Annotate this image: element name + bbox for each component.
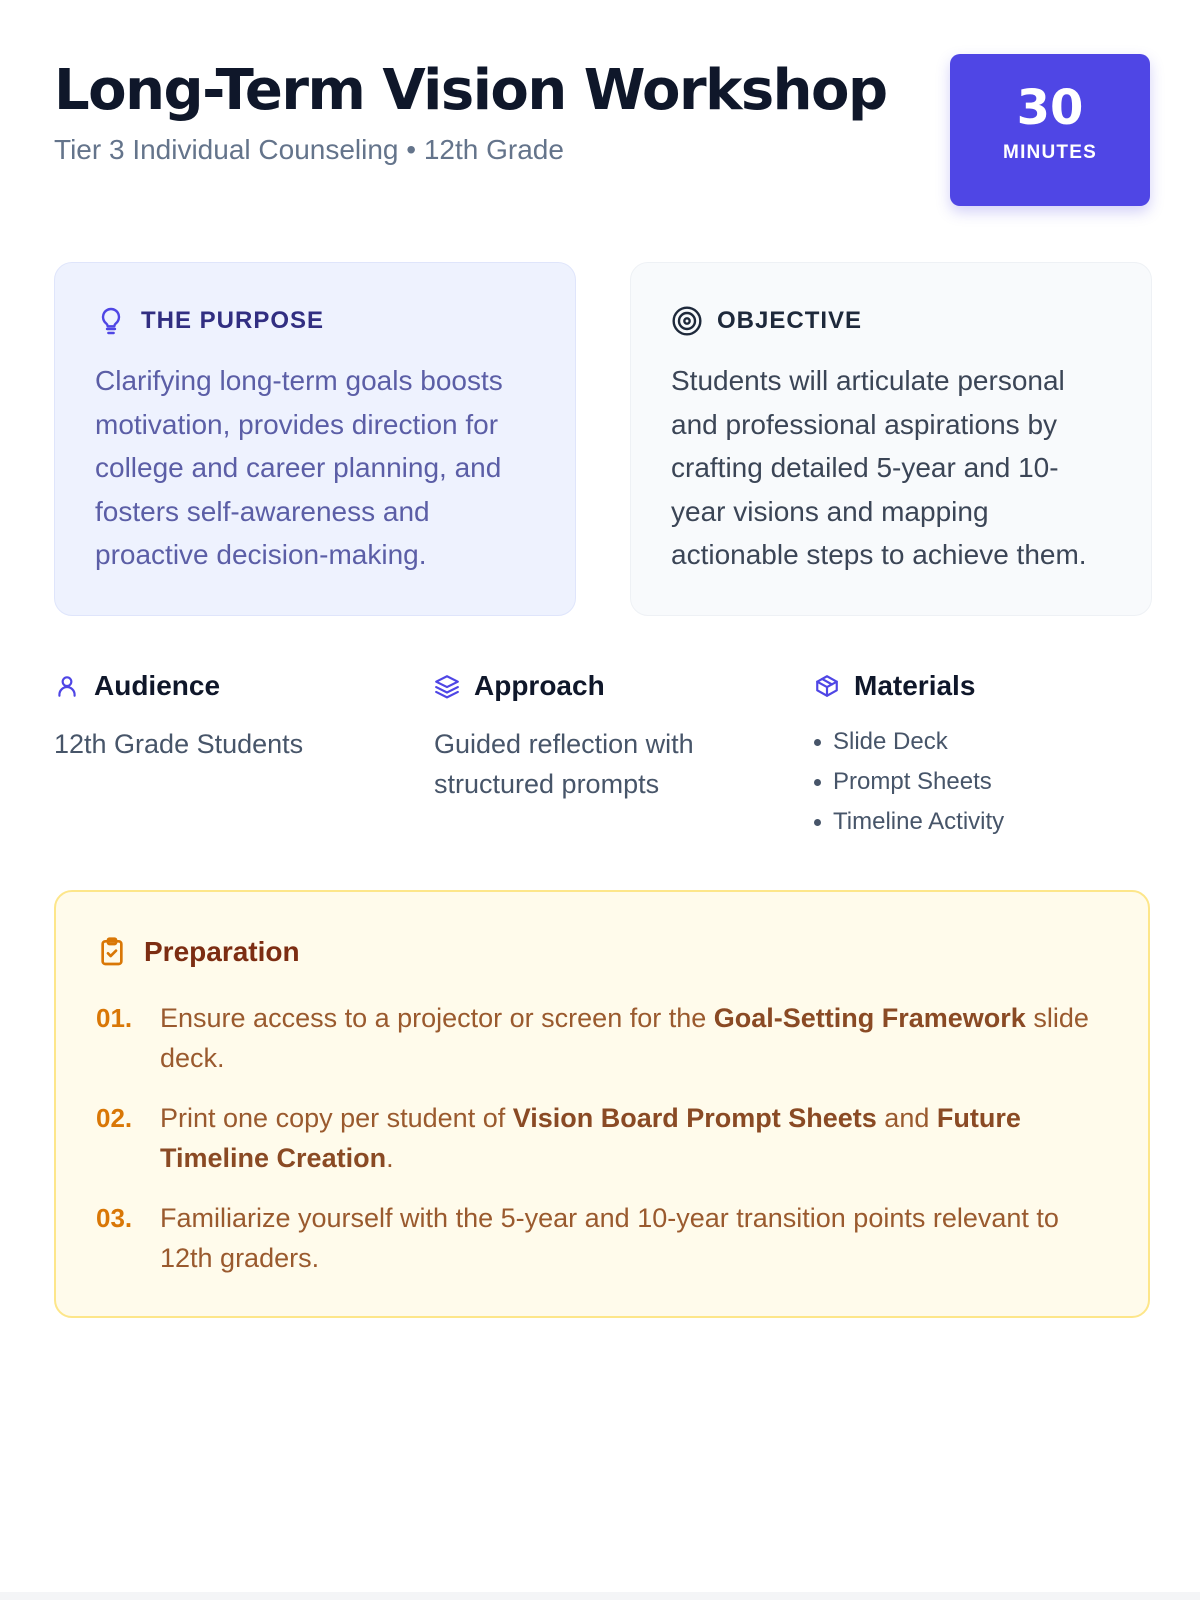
duration-unit: MINUTES — [1003, 142, 1097, 163]
layers-icon — [434, 673, 460, 699]
user-icon — [54, 673, 80, 699]
purpose-body: Clarifying long-term goals boosts motivation, provides direction for college and career planning, and fosters self-awareness and proactive decision-making. — [95, 365, 503, 570]
lightbulb-icon — [95, 305, 127, 337]
bullet-icon — [814, 819, 821, 826]
objective-title: OBJECTIVE — [717, 307, 863, 334]
step-text — [160, 1198, 1100, 1278]
purpose-card-header — [95, 303, 535, 339]
approach-title: Approach — [474, 670, 605, 701]
objective-card-header — [671, 303, 1111, 339]
materials-item — [814, 722, 1154, 762]
preparation-step — [96, 1198, 1108, 1278]
page-subtitle: Tier 3 Individual Counseling • 12th Grade — [54, 134, 564, 165]
header — [54, 52, 1150, 212]
audience-text: 12th Grade Students — [54, 729, 304, 759]
step-text-emphasis: Future Timeline Creation — [160, 1103, 1021, 1173]
step-text-part: Print one copy per student of — [160, 1103, 513, 1133]
materials-item-label: Slide Deck — [833, 728, 948, 755]
materials-item-label: Prompt Sheets — [833, 768, 992, 795]
bullet-icon — [814, 779, 821, 786]
step-number: 03. — [96, 1203, 133, 1233]
audience-section — [54, 666, 394, 764]
materials-header — [814, 666, 1154, 706]
clipboard-check-icon — [96, 936, 128, 968]
materials-list — [814, 722, 1154, 842]
step-text-part: Familiarize yourself with the 5-year and 10-year transition points relevant to 12th graders. — [160, 1203, 1059, 1273]
objective-card — [630, 262, 1152, 616]
preparation-step — [96, 998, 1108, 1078]
step-text-part: slide deck. — [160, 1003, 1089, 1073]
step-text-emphasis: Goal-Setting Framework — [713, 1003, 1026, 1033]
materials-item — [814, 762, 1154, 802]
materials-item — [814, 802, 1154, 842]
duration-badge — [950, 54, 1150, 206]
duration-value: 30 — [1016, 80, 1084, 136]
materials-item-label: Timeline Activity — [833, 808, 1005, 835]
preparation-header — [96, 932, 1108, 972]
target-icon — [671, 305, 703, 337]
step-text-emphasis: Vision Board Prompt Sheets — [512, 1103, 877, 1133]
audience-header — [54, 666, 394, 706]
materials-title: Materials — [854, 670, 976, 701]
purpose-card — [54, 262, 576, 616]
preparation-step — [96, 1098, 1108, 1178]
step-text — [160, 1098, 1100, 1178]
step-text-part: . — [386, 1143, 394, 1173]
approach-header — [434, 666, 774, 706]
approach-text: Guided reflection with structured prompts — [434, 729, 694, 799]
package-icon — [814, 673, 840, 699]
approach-section — [434, 666, 774, 804]
preparation-card — [54, 890, 1150, 1318]
step-text-part: Ensure access to a projector or screen for the — [160, 1003, 714, 1033]
bullet-icon — [814, 739, 821, 746]
preparation-steps — [96, 998, 1108, 1278]
audience-title: Audience — [94, 670, 221, 701]
objective-body: Students will articulate personal and professional aspirations by crafting detailed 5-year and 10-year visions and mapping actionable steps to achieve them. — [671, 365, 1087, 570]
materials-section — [814, 666, 1154, 842]
step-number: 02. — [96, 1103, 133, 1133]
step-text — [160, 998, 1100, 1078]
purpose-title: THE PURPOSE — [141, 307, 325, 334]
preparation-title: Preparation — [144, 936, 300, 967]
step-number: 01. — [96, 1003, 133, 1033]
step-text-part: and — [876, 1103, 937, 1133]
page-title: Long-Term Vision Workshop — [54, 58, 887, 123]
